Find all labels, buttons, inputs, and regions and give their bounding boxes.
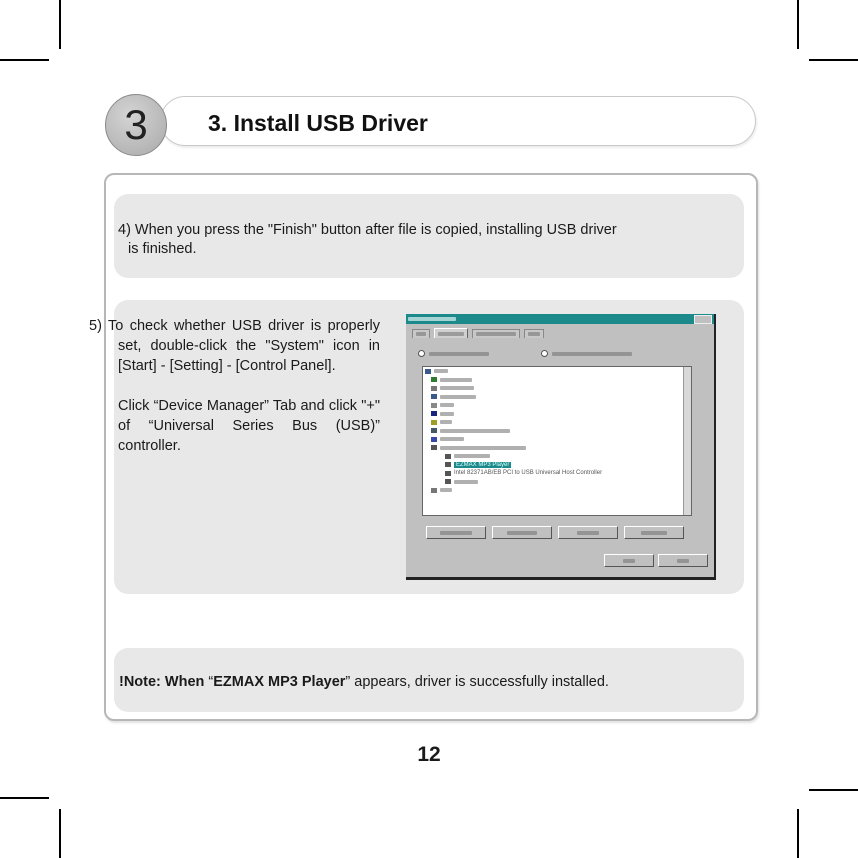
radio-view-by-type	[418, 350, 489, 357]
tree-item	[423, 393, 691, 402]
tree-item	[423, 427, 691, 436]
crop-mark-bottom-left-v	[59, 809, 61, 858]
tree-item	[423, 384, 691, 393]
note-product-name: EZMAX MP3 Player	[213, 674, 346, 690]
properties-button	[426, 526, 486, 539]
tree-item-usb-controller	[423, 444, 691, 453]
device-tree	[422, 366, 692, 516]
device-icon	[431, 394, 437, 399]
tree-item-usb-host-controller: Intel 82371AB/EB PCI to USB Universal Host Controller	[423, 469, 691, 478]
tree-item	[423, 401, 691, 410]
note-open-quote: “	[208, 674, 214, 690]
step5-paragraph2: Click “Device Manager” Tab and click "+" of “Universal Series Bus (USB)” controller.	[118, 398, 380, 454]
note-suffix: appears, driver is successfully installed.	[350, 674, 609, 690]
tree-item	[423, 486, 691, 495]
remove-button	[558, 526, 618, 539]
dialog-titlebar	[406, 314, 714, 324]
device-icon	[431, 386, 437, 391]
cancel-button	[658, 554, 708, 567]
crop-mark-top-right-h	[809, 59, 858, 61]
device-icon	[431, 420, 437, 425]
device-icon	[431, 411, 437, 416]
radio-view-by-connection	[541, 350, 632, 357]
dialog-confirm-buttons	[604, 554, 708, 567]
device-icon	[431, 437, 437, 442]
device-icon	[431, 488, 437, 493]
crop-mark-top-left-h	[0, 59, 49, 61]
note-text	[119, 674, 609, 690]
step4-line1: 4) When you press the "Finish" button after file is copied, installing USB driver	[118, 222, 617, 238]
step5-text	[89, 316, 380, 456]
usb-icon	[445, 471, 451, 476]
tree-item	[423, 435, 691, 444]
dialog-tabs	[412, 328, 544, 338]
step5-paragraph1: 5) To check whether USB driver is properly set, double-click the "System" icon in [Start] - [Setting] - [Control Panel].	[89, 318, 380, 374]
tree-item	[423, 410, 691, 419]
tab-device-manager	[434, 328, 468, 338]
usb-icon	[431, 445, 437, 450]
tab-general	[412, 329, 430, 338]
step4-line2: is finished.	[128, 241, 197, 257]
crop-mark-top-left-v	[59, 0, 61, 49]
usb-icon	[445, 462, 451, 467]
usb-icon	[445, 454, 451, 459]
view-options	[418, 350, 698, 357]
section-title: 3. Install USB Driver	[208, 110, 428, 136]
device-icon	[431, 403, 437, 408]
print-button	[624, 526, 684, 539]
tree-item-ezmax-mp3-player: EZMAX MP3 Player	[423, 461, 691, 470]
ok-button	[604, 554, 654, 567]
dialog-action-buttons	[426, 526, 684, 539]
tab-performance	[524, 329, 544, 338]
tree-item-usb-root-hub	[423, 478, 691, 487]
dialog-title-text	[408, 317, 456, 321]
device-manager-screenshot	[406, 314, 716, 580]
tree-item	[423, 367, 691, 376]
crop-mark-bottom-right-h	[809, 789, 858, 791]
step4-text	[118, 221, 718, 259]
usb-icon	[445, 479, 451, 484]
refresh-button	[492, 526, 552, 539]
tree-item	[423, 452, 691, 461]
crop-mark-bottom-left-h	[0, 797, 49, 799]
crop-mark-bottom-right-v	[797, 809, 799, 858]
device-icon	[431, 377, 437, 382]
note-close-quote: ”	[345, 674, 351, 690]
tab-hardware-profiles	[472, 329, 520, 338]
page-number: 12	[417, 743, 441, 766]
crop-mark-top-right-v	[797, 0, 799, 49]
dialog-close-icon	[694, 315, 712, 324]
tree-scrollbar	[683, 367, 691, 515]
device-icon	[431, 428, 437, 433]
note-prefix: !Note: When	[119, 674, 209, 690]
tree-item	[423, 376, 691, 385]
computer-icon	[425, 369, 431, 374]
tree-item	[423, 418, 691, 427]
step-number-badge: 3	[105, 94, 167, 156]
